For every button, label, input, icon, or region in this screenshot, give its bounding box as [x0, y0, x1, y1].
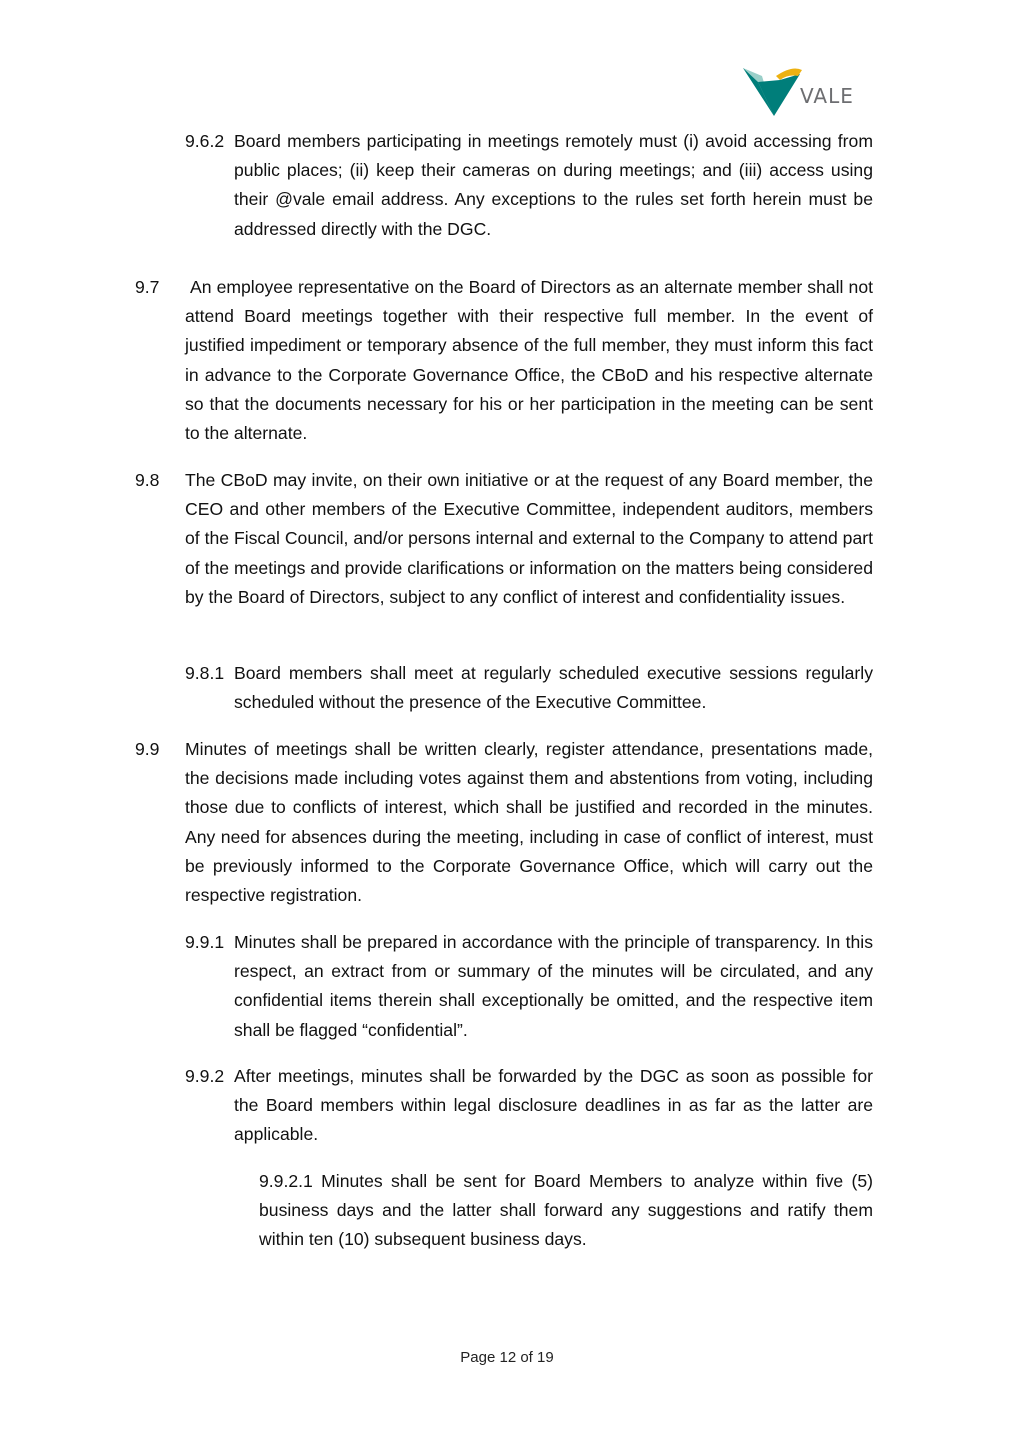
section-text: Minutes shall be sent for Board Members to analyze within five (5) business days and the latter shall forward any suggestions and ratify them within ten (10) subsequent business days. — [259, 1171, 873, 1250]
section-9-9 — [135, 735, 873, 910]
section-text: Board members participating in meetings remotely must (i) avoid accessing from public places; (ii) keep their cameras on during meetings; and (iii) access using their @vale email address. Any exceptions to the rules set forth herein must be addressed directly with the DGC. — [234, 131, 873, 239]
page-number: Page 12 of 19 — [460, 1349, 554, 1366]
section-text: Minutes of meetings shall be written clearly, register attendance, presentations made, the decisions made including votes against them and abstentions from voting, including those due to conflicts of interest, which shall be justified and recorded in the minutes. Any need for absences during the meeting, including in case of conflict of interest, must be previously informed to the Corporate Governance Office, which will carry out the respective registration. — [185, 739, 873, 906]
vale-logo — [740, 66, 864, 116]
section-text: Board members shall meet at regularly scheduled executive sessions regularly scheduled without the presence of the Executive Committee. — [234, 663, 873, 713]
section-number: 9.6.2 — [185, 131, 225, 151]
section-number: 9.7 — [135, 277, 160, 297]
section-text: An employee representative on the Board of Directors as an alternate member shall not attend Board meetings together with their respective full member. In the event of justified impediment or temporary absence of the full member, they must inform this fact in advance to the Corporate Governance Office, the CBoD and his respective alternate so that the documents necessary for his or her participation in the meeting can be sent to the alternate. — [185, 277, 873, 444]
section-9-8-1 — [185, 659, 873, 717]
logo-text: VALE — [800, 84, 854, 108]
section-text: The CBoD may invite, on their own initiative or at the request of any Board member, the CEO and other members of the Executive Committee, independent auditors, members of the Fiscal Council, and/or persons internal and external to the Company to attend part of the meetings and provide clarifications or information on the matters being considered by the Board of Directors, subject to any conflict of interest and confidentiality issues. — [185, 470, 873, 607]
section-9-7 — [135, 273, 873, 448]
section-9-9-2 — [185, 1062, 873, 1150]
section-number: 9.9.1 — [185, 932, 225, 952]
section-9-8 — [135, 466, 873, 612]
section-number: 9.9 — [135, 739, 160, 759]
section-text: Minutes shall be prepared in accordance with the principle of transparency. In this respect, an extract from or summary of the minutes will be circulated, and any confidential items therein shall exceptionally be omitted, and the respective item shall be flagged “confidential”. — [234, 932, 873, 1040]
section-number: 9.9.2.1 — [259, 1171, 313, 1191]
section-number: 9.8 — [135, 470, 160, 490]
section-9-9-1 — [185, 928, 873, 1045]
section-text: After meetings, minutes shall be forwarded by the DGC as soon as possible for the Board members within legal disclosure deadlines in as far as the latter are applicable. — [234, 1066, 873, 1145]
section-number: 9.8.1 — [185, 663, 225, 683]
section-9-6-2 — [185, 127, 873, 244]
section-number: 9.9.2 — [185, 1066, 225, 1086]
section-9-9-2-1 — [259, 1167, 873, 1255]
vale-logo-icon — [740, 66, 804, 116]
